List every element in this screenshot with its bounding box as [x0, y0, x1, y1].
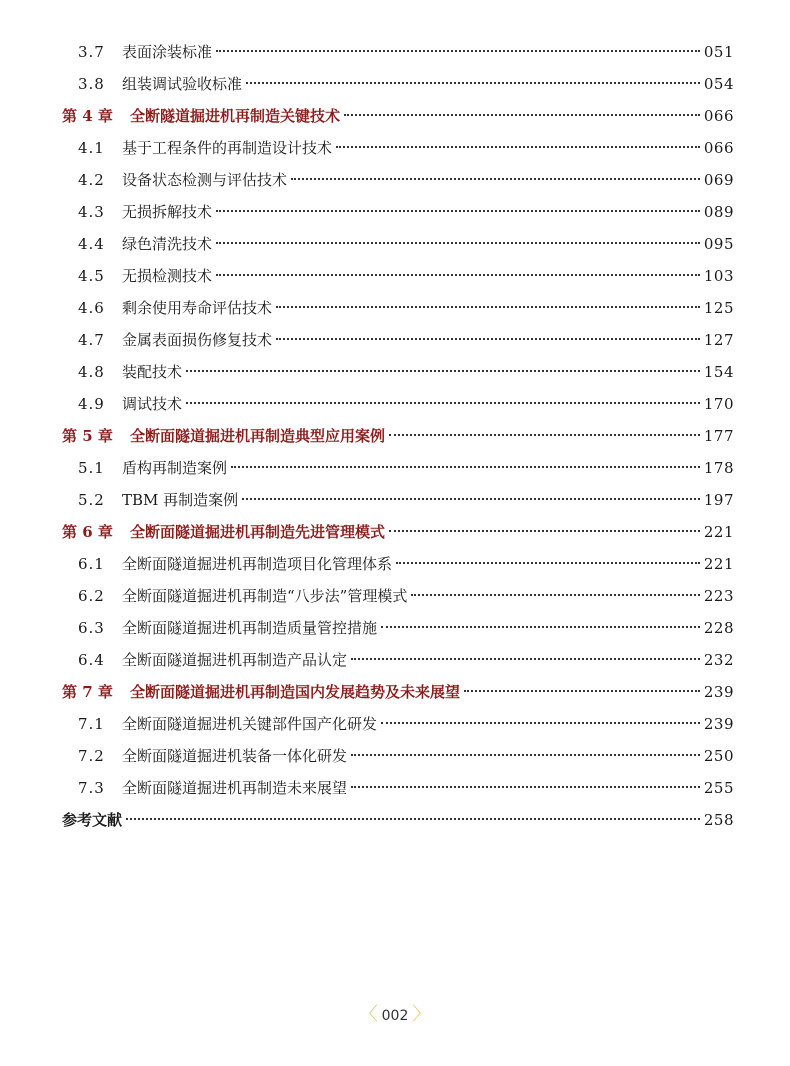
toc-leader-dots: [351, 786, 700, 788]
page-footer: [0, 1000, 790, 1026]
toc-entry-page: 095: [703, 235, 734, 253]
toc-leader-dots: [411, 594, 700, 596]
toc-leader-dots: [351, 754, 700, 756]
toc-leader-dots: [389, 434, 700, 436]
toc-entry-title: 基于工程条件的再制造设计技术: [122, 139, 333, 157]
toc-entry-title: 无损拆解技术: [122, 203, 213, 221]
toc-entry-page: 154: [703, 363, 734, 381]
toc-section-row[interactable]: [62, 484, 734, 516]
toc-section-row[interactable]: [62, 324, 734, 356]
toc-section-row[interactable]: [62, 644, 734, 676]
toc-entry-title: 全断面隧道掘进机再制造项目化管理体系: [122, 555, 393, 573]
toc-entry-number: 6.4: [78, 651, 105, 669]
toc-entry-number: 4.7: [78, 331, 105, 349]
toc-leader-dots: [216, 274, 700, 276]
toc-section-row[interactable]: [62, 740, 734, 772]
toc-section-row[interactable]: [62, 612, 734, 644]
toc-section-row[interactable]: [62, 772, 734, 804]
toc-entry-title: 全断面隧道掘进机再制造产品认定: [122, 651, 348, 669]
toc-entry-page: 066: [703, 107, 734, 125]
toc-entry-title: 装配技术: [122, 363, 183, 381]
toc-entry-number: 第 6 章: [62, 523, 113, 541]
toc-entry-page: 125: [703, 299, 734, 317]
toc-leader-dots: [291, 178, 700, 180]
toc-entry-page: 051: [703, 43, 734, 61]
toc-leader-dots: [231, 466, 700, 468]
toc-entry-number: 4.6: [78, 299, 105, 317]
toc-entry-title: 绿色清洗技术: [122, 235, 213, 253]
toc-leader-dots: [381, 722, 700, 724]
toc-entry-title: 全断面隧道掘进机再制造先进管理模式: [130, 523, 386, 541]
toc-entry-title: 剩余使用寿命评估技术: [122, 299, 273, 317]
toc-section-row[interactable]: [62, 452, 734, 484]
toc-section-row[interactable]: [62, 132, 734, 164]
page-number: 002: [381, 1008, 409, 1024]
toc-leader-dots: [186, 370, 700, 372]
toc-entry-title: 全断面隧道掘进机再制造质量管控措施: [122, 619, 378, 637]
toc-section-row[interactable]: [62, 36, 734, 68]
toc-entry-number: 4.2: [78, 171, 105, 189]
toc-section-row[interactable]: [62, 292, 734, 324]
toc-entry-page: 066: [703, 139, 734, 157]
toc-references-row[interactable]: [62, 804, 734, 836]
toc-entry-number: 第 7 章: [62, 683, 113, 701]
toc-entry-page: 255: [703, 779, 734, 797]
toc-entry-title: 全断面隧道掘进机装备一体化研发: [122, 747, 348, 765]
toc-entry-number: 4.1: [78, 139, 105, 157]
toc-entry-number: 4.4: [78, 235, 105, 253]
toc-entry-number: 第 5 章: [62, 427, 113, 445]
toc-entry-page: 232: [703, 651, 734, 669]
toc-section-row[interactable]: [62, 196, 734, 228]
toc-entry-page: 103: [703, 267, 734, 285]
toc-entry-title: 组装调试验收标准: [122, 75, 243, 93]
toc-section-row[interactable]: [62, 580, 734, 612]
toc-section-row[interactable]: [62, 228, 734, 260]
toc-entry-title: 参考文献: [62, 811, 123, 829]
toc-entry-page: 258: [703, 811, 734, 829]
toc-entry-number: 5.2: [78, 491, 105, 509]
toc-entry-number: 4.5: [78, 267, 105, 285]
toc-entry-title: 表面涂装标准: [122, 43, 213, 61]
toc-entry-page: 239: [703, 715, 734, 733]
toc-leader-dots: [242, 498, 700, 500]
toc-entry-title: 全断面隧道掘进机再制造未来展望: [122, 779, 348, 797]
toc-section-row[interactable]: [62, 260, 734, 292]
toc-entry-number: 7.2: [78, 747, 105, 765]
toc-entry-title: 金属表面损伤修复技术: [122, 331, 273, 349]
toc-section-row[interactable]: [62, 388, 734, 420]
toc-entry-number: 3.8: [78, 75, 105, 93]
toc-entry-title: 设备状态检测与评估技术: [122, 171, 288, 189]
footer-right-bracket: 〉: [412, 1004, 431, 1025]
toc-section-row[interactable]: [62, 68, 734, 100]
toc-chapter-row[interactable]: [62, 100, 734, 132]
toc-chapter-row[interactable]: [62, 676, 734, 708]
toc-entry-number: 6.3: [78, 619, 105, 637]
toc-entry-page: 250: [703, 747, 734, 765]
toc-entry-title: 全断面隧道掘进机再制造“八步法”管理模式: [122, 587, 408, 605]
toc-entry-page: 221: [703, 555, 734, 573]
toc-leader-dots: [126, 818, 700, 820]
toc-entry-page: 221: [703, 523, 734, 541]
toc-section-row[interactable]: [62, 164, 734, 196]
table-of-contents: [62, 36, 734, 836]
footer-left-bracket: 〈: [359, 1004, 378, 1025]
toc-leader-dots: [336, 146, 700, 148]
toc-section-row[interactable]: [62, 356, 734, 388]
toc-entry-page: 178: [703, 459, 734, 477]
toc-section-row[interactable]: [62, 548, 734, 580]
toc-leader-dots: [276, 306, 700, 308]
toc-entry-number: 4.3: [78, 203, 105, 221]
toc-entry-title: 全断面隧道掘进机再制造国内发展趋势及未来展望: [130, 683, 461, 701]
toc-entry-page: 054: [703, 75, 734, 93]
toc-entry-number: 4.9: [78, 395, 105, 413]
toc-leader-dots: [464, 690, 700, 692]
toc-chapter-row[interactable]: [62, 516, 734, 548]
toc-entry-number: 7.1: [78, 715, 105, 733]
toc-leader-dots: [389, 530, 700, 532]
toc-entry-page: 223: [703, 587, 734, 605]
toc-entry-title: 调试技术: [122, 395, 183, 413]
toc-entry-title: TBM 再制造案例: [122, 491, 239, 509]
toc-entry-page: 089: [703, 203, 734, 221]
toc-leader-dots: [344, 114, 700, 116]
toc-entry-title: 全断面隧道掘进机再制造典型应用案例: [130, 427, 386, 445]
toc-entry-number: 7.3: [78, 779, 105, 797]
toc-leader-dots: [186, 402, 700, 404]
toc-leader-dots: [216, 242, 700, 244]
toc-entry-title: 无损检测技术: [122, 267, 213, 285]
toc-entry-title: 全断隧道掘进机再制造关键技术: [130, 107, 341, 125]
toc-entry-page: 228: [703, 619, 734, 637]
toc-leader-dots: [216, 210, 700, 212]
toc-entry-number: 6.2: [78, 587, 105, 605]
toc-leader-dots: [351, 658, 700, 660]
toc-entry-page: 170: [703, 395, 734, 413]
toc-leader-dots: [396, 562, 700, 564]
toc-entry-number: 4.8: [78, 363, 105, 381]
toc-entry-page: 177: [703, 427, 734, 445]
toc-entry-number: 6.1: [78, 555, 105, 573]
toc-entry-title: 盾构再制造案例: [122, 459, 228, 477]
toc-leader-dots: [381, 626, 700, 628]
toc-chapter-row[interactable]: [62, 420, 734, 452]
toc-entry-number: 5.1: [78, 459, 105, 477]
toc-entry-page: 069: [703, 171, 734, 189]
toc-section-row[interactable]: [62, 708, 734, 740]
toc-entry-page: 197: [703, 491, 734, 509]
toc-entry-page: 127: [703, 331, 734, 349]
toc-entry-number: 3.7: [78, 43, 105, 61]
toc-entry-page: 239: [703, 683, 734, 701]
toc-entry-title: 全断面隧道掘进机关键部件国产化研发: [122, 715, 378, 733]
toc-leader-dots: [276, 338, 700, 340]
toc-leader-dots: [216, 50, 700, 52]
toc-entry-number: 第 4 章: [62, 107, 113, 125]
toc-leader-dots: [246, 82, 700, 84]
